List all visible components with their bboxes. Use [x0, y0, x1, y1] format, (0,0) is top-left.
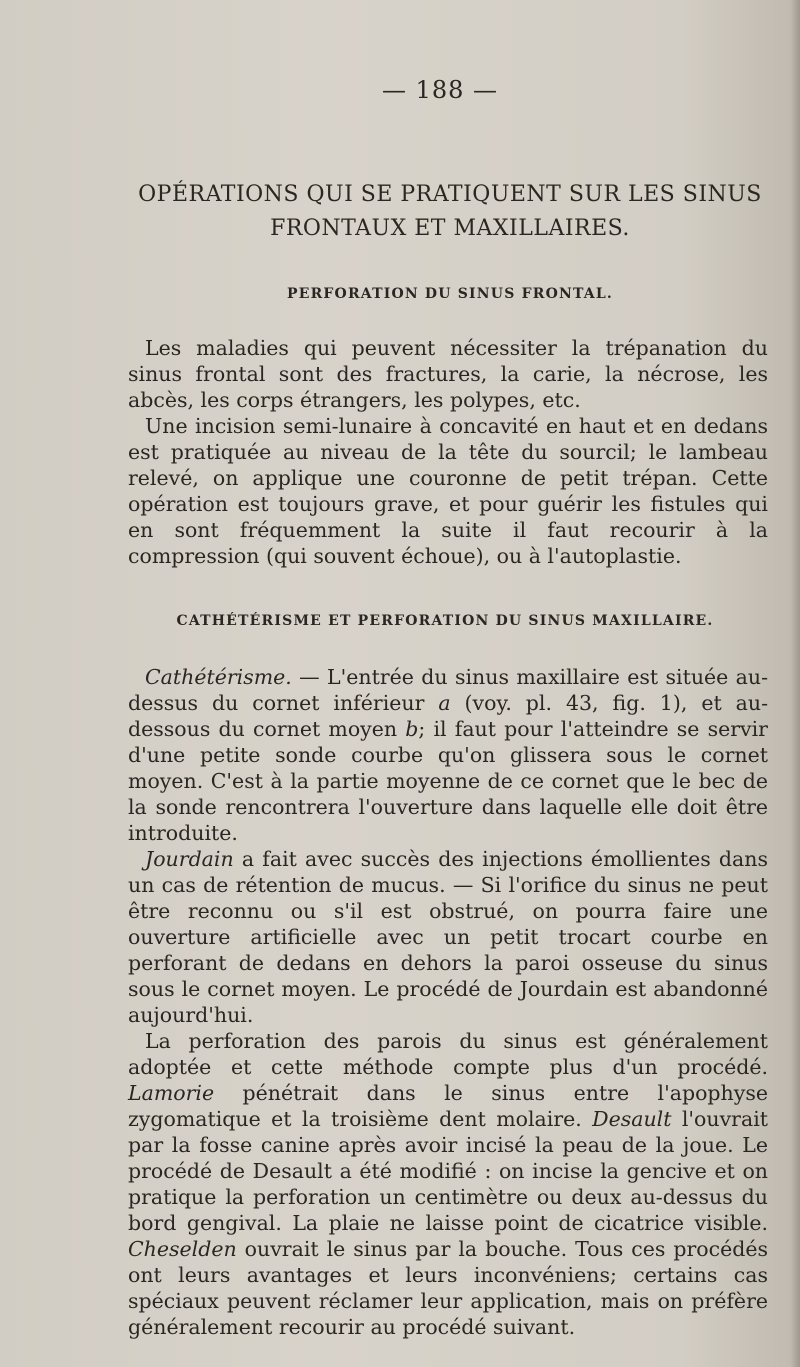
author-name: Lamorie: [128, 1081, 215, 1105]
figure-letter: b: [405, 717, 419, 741]
figure-letter: a: [438, 691, 451, 715]
chapter-title-line-1: OPÉRATIONS QUI SE PRATIQUENT SUR LES SINUS: [138, 182, 762, 207]
paragraph: Une incision semi-lunaire à concavité en haut et en dedans est pratiquée au niveau de la tête du sourcil; le lambeau relevé, on applique une couronne de petit trépan. Cette opération est toujours grave, et pour guérir les fistules qui en sont fréquemment la suite il faut recourir à la compression (qui souvent échoue), ou à l'autoplastie.: [128, 414, 768, 568]
chapter-title-line-2: FRONTAUX ET MAXILLAIRES.: [270, 216, 630, 241]
paragraph-perforation: La perforation des parois du sinus est généralement adoptée et cette méthode compte plus d'un procédé. Lamorie pénétrait dans le sinus entre l'apophyse zygomatique et la troisième dent molaire. Desault l'ouvrait par la fosse canine après avoir incisé la peau de la joue. Le procédé de Desault a été modifié : on incise la gencive et on pratique la perforation un centimètre ou deux au-dessus du bord gengival. La plaie ne laisse point de cicatrice visible. Cheselden ouvrait le sinus par la bouche. Tous ces procédés ont leurs avantages et leurs inconvéniens; certains cas spéciaux peuvent réclamer leur application, mais on préfère généralement recourir au procédé suivant.: [128, 1029, 768, 1339]
paragraph-jourdain: Jourdain a fait avec succès des injections émollientes dans un cas de rétention de mucus. — Si l'orifice du sinus ne peut être reconnu ou s'il est obstrué, on pourra faire une ouverture artificielle avec un petit trocart courbe en perforant de dedans en dehors la paroi osseuse du sinus sous le cornet moyen. Le procédé de Jourdain est abandonné aujourd'hui.: [128, 847, 768, 1027]
paragraph-catheterisme: Cathétérisme. — L'entrée du sinus maxillaire est située au-dessus du cornet inférieur a (voy. pl. 43, fig. 1), et au-dessous du cornet moyen b; il faut pour l'atteindre se servir d'une petite sonde courbe qu'on glissera sous le cornet moyen. C'est à la partie moyenne de ce cornet que le bec de la sonde rencontrera l'ouverture dans laquelle elle doit être introduite.: [128, 665, 768, 845]
author-name: Cheselden: [128, 1237, 237, 1261]
paragraph: Les maladies qui peuvent nécessiter la trépanation du sinus frontal sont des fractures, la carie, la nécrose, les abcès, les corps étrangers, les polypes, etc.: [128, 336, 768, 412]
section-heading-maxillaire: CATHÉTÉRISME ET PERFORATION DU SINUS MAXILLAIRE.: [176, 613, 714, 629]
author-name: Desault: [592, 1107, 672, 1131]
section-body-maxillaire: [128, 664, 768, 1340]
run-in-heading: Cathétérisme.: [145, 665, 292, 689]
section-body-frontal: [128, 335, 768, 569]
page-number: — 188 —: [381, 76, 499, 104]
author-name: Jourdain: [145, 847, 234, 871]
chapter-title: [90, 178, 800, 246]
section-heading-frontal: PERFORATION DU SINUS FRONTAL.: [286, 286, 613, 302]
